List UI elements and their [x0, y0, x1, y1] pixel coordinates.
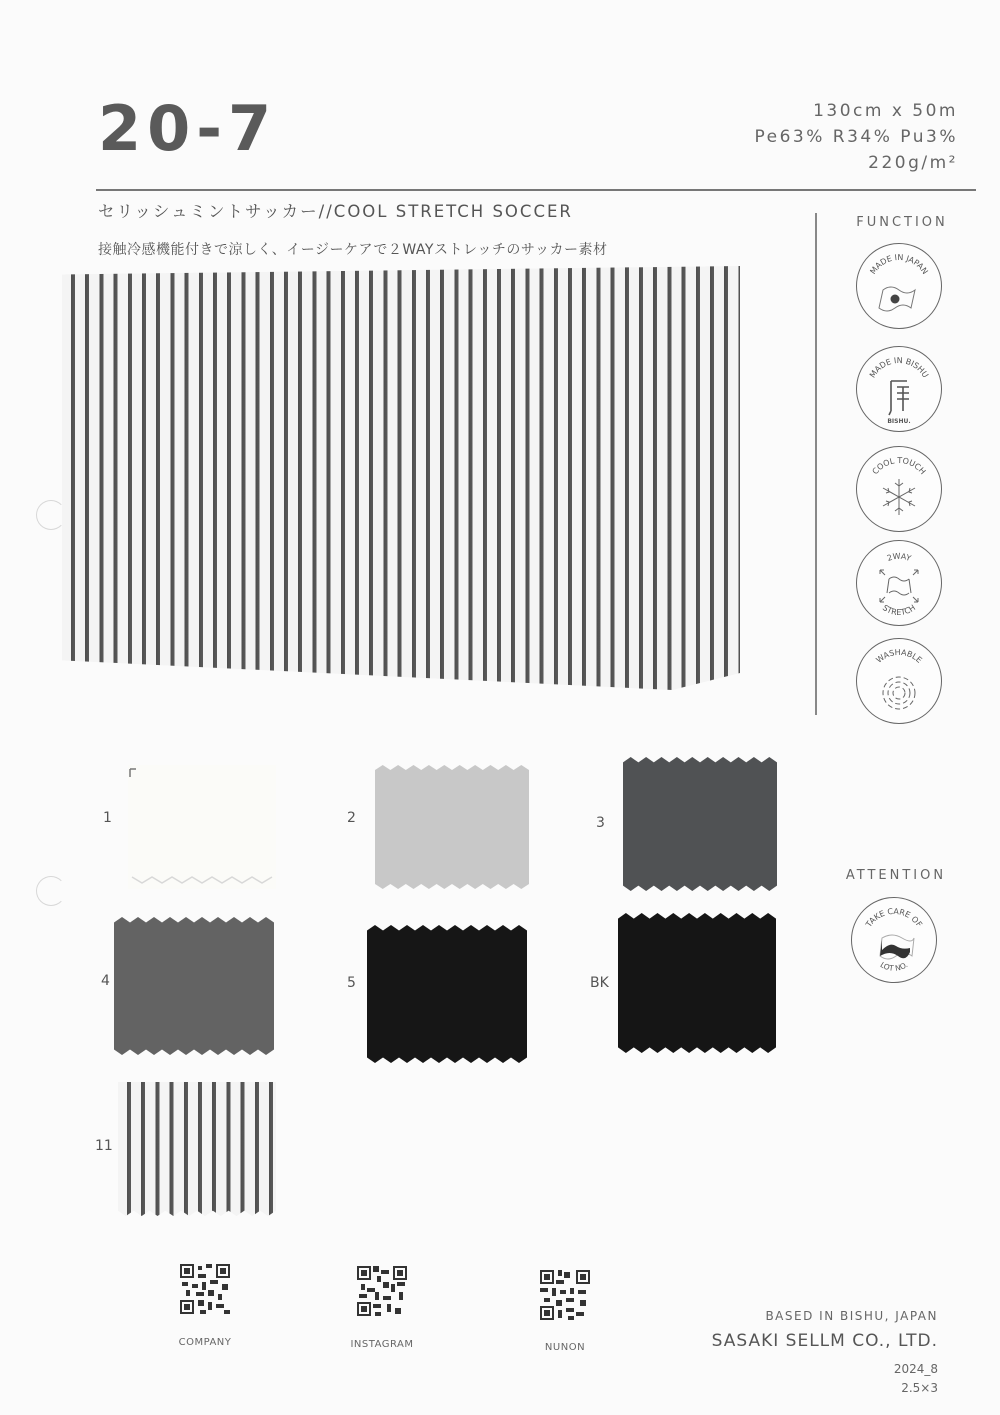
svg-text:COOL TOUCH: COOL TOUCH	[870, 455, 928, 477]
qr-code-icon	[357, 1266, 407, 1316]
colorway-swatch-2	[375, 765, 529, 889]
spec-weight: 220g/m²	[868, 153, 958, 173]
svg-text:STRETCH: STRETCH	[880, 603, 918, 618]
colorway-swatch-bk	[618, 913, 776, 1053]
qr-code-icon	[540, 1270, 590, 1320]
company-name: SASAKI SELLM CO., LTD.	[711, 1331, 938, 1351]
swatch-size: 2.5×3	[901, 1381, 938, 1395]
stretch-arrows-icon	[857, 541, 941, 625]
colorway-swatch-1	[128, 765, 276, 889]
qr-label: INSTAGRAM	[350, 1339, 414, 1350]
spec-width-length: 130cm x 50m	[813, 101, 958, 121]
colorway-swatch-3	[623, 757, 777, 891]
take-care-of-lot-badge	[851, 897, 937, 983]
cool-touch-badge	[856, 446, 942, 532]
lot-flag-icon	[852, 898, 936, 982]
colorway-swatch-4	[114, 917, 274, 1055]
qr-company[interactable]	[180, 1264, 230, 1318]
article-number: 20-7	[98, 92, 278, 165]
product-description: 接触冷感機能付きで涼しく、イージーケアで２WAYストレッチのサッカー素材	[98, 242, 608, 258]
svg-text:BISHU.: BISHU.	[887, 418, 911, 425]
made-in-japan-badge	[856, 243, 942, 329]
binder-hole-icon	[36, 876, 66, 906]
colorway-label: 3	[596, 815, 605, 831]
header-divider	[96, 189, 976, 191]
colorway-label: 4	[101, 973, 110, 989]
svg-text:WASHABLE: WASHABLE	[874, 647, 924, 665]
spec-block	[755, 98, 959, 176]
colorway-swatch-5	[367, 925, 527, 1063]
spec-composition: Pe63% R34% Pu3%	[754, 127, 958, 147]
made-in-bishu-badge	[856, 346, 942, 432]
washable-swirl-icon	[857, 639, 941, 723]
colorway-label: BK	[590, 975, 609, 991]
binder-hole-icon	[36, 500, 66, 530]
issue-date: 2024_8	[893, 1362, 938, 1376]
colorway-label: 5	[347, 975, 356, 991]
svg-text:MADE IN BISHU: MADE IN BISHU	[867, 355, 931, 380]
function-heading: FUNCTION	[856, 215, 948, 230]
washable-badge	[856, 638, 942, 724]
colorway-label: 1	[103, 810, 112, 826]
qr-label: COMPANY	[178, 1337, 232, 1348]
pinked-edge-icon	[128, 765, 276, 889]
qr-instagram[interactable]	[357, 1266, 407, 1320]
qr-code-icon	[180, 1264, 230, 1314]
colorway-label: 11	[95, 1138, 113, 1154]
qr-label: NUNON	[544, 1342, 586, 1353]
snowflake-icon	[857, 447, 941, 531]
svg-text:TAKE CARE OF: TAKE CARE OF	[864, 906, 924, 929]
sidebar-divider	[815, 213, 817, 715]
main-fabric-swatch	[62, 266, 740, 690]
based-in-text: BASED IN BISHU, JAPAN	[765, 1309, 938, 1323]
svg-text:2WAY: 2WAY	[885, 551, 913, 564]
attention-heading: ATTENTION	[845, 868, 947, 883]
2way-stretch-badge	[856, 540, 942, 626]
svg-text:LOT NO.: LOT NO.	[878, 960, 910, 973]
svg-text:MADE IN JAPAN: MADE IN JAPAN	[868, 252, 930, 276]
product-name: セリッシュミントサッカー//COOL STRETCH SOCCER	[98, 202, 573, 221]
qr-nunon[interactable]	[540, 1270, 590, 1324]
colorway-swatch-11	[118, 1082, 276, 1216]
colorway-label: 2	[347, 810, 356, 826]
japan-flag-icon	[857, 244, 941, 328]
bishu-kanji-icon	[857, 347, 941, 431]
